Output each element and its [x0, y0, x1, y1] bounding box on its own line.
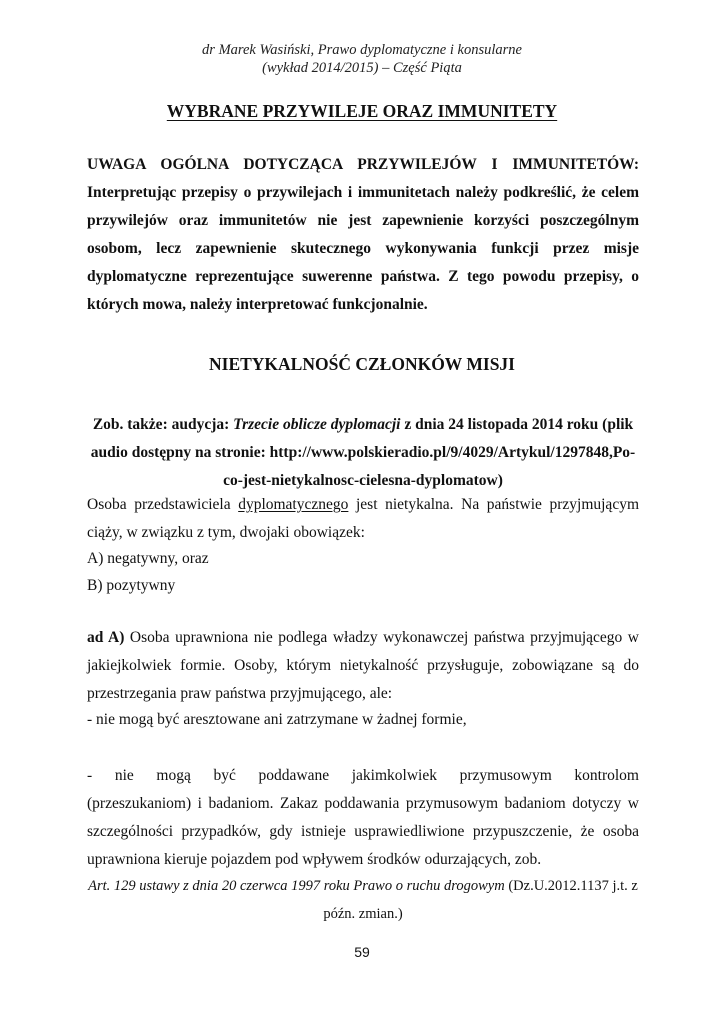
inviolability-text-start: Osoba przedstawiciela	[87, 496, 239, 513]
section-title-inviolability: NIETYKALNOŚĆ CZŁONKÓW MISJI	[209, 354, 515, 374]
broadcast-title: Trzecie oblicze dyplomacji	[233, 416, 401, 433]
ad-a-text: Osoba uprawniona nie podlega władzy wykonawczej państwa przyjmującego w jakiejkolwiek formie. Osoby, którym nietykalność przysługuje, zobowiązane są do przestrzegania praw państwa przyjmującego, ale:	[87, 629, 639, 702]
legal-reference	[87, 872, 639, 928]
header-lecture-info: (wykład 2014/2015) – Część Piąta	[262, 60, 462, 76]
legal-reference-journal: (Dz.U.2012.1137 j.t. z późn. zmian.)	[323, 878, 638, 922]
inviolability-paragraph	[87, 491, 639, 547]
bullet-word: być	[213, 767, 236, 784]
bullet-word: nie	[114, 767, 134, 784]
list-item-negative: A) negatywny, oraz	[87, 550, 209, 567]
bullet-word: przymusowym	[459, 767, 552, 784]
header-author-title: dr Marek Wasiński, Prawo dyplomatyczne i konsularne	[202, 42, 522, 58]
legal-reference-act: Art. 129 ustawy z dnia 20 czerwca 1997 roku Prawo o ruchu drogowym	[88, 878, 505, 894]
bullet-word: jakimkolwiek	[351, 767, 437, 784]
bullet-word: -	[87, 767, 93, 784]
see-also-prefix: Zob. także: audycja:	[92, 416, 234, 433]
see-also-note	[87, 411, 639, 495]
bullet-word: poddawane	[258, 767, 330, 784]
bullet-no-searches	[87, 762, 639, 874]
ad-a-label: ad A)	[87, 629, 125, 646]
page-number: 59	[354, 944, 370, 960]
list-item-positive: B) pozytywny	[87, 577, 176, 594]
bullet-no-arrest: - nie mogą być aresztowane ani zatrzymane w żadnej formie,	[87, 711, 467, 728]
section-title-privileges: WYBRANE PRZYWILEJE ORAZ IMMUNITETY	[166, 101, 558, 121]
general-remark-paragraph: UWAGA OGÓLNA DOTYCZĄCA PRZYWILEJÓW I IMMUNITETÓW: Interpretując przepisy o przywilejach i immunitetach należy podkreślić, że celem przywilejów oraz immunitetów nie jest zapewnienie korzyści poszczególnym osobom, lecz zapewnienie skutecznego wykonywania funkcji przez misje dyplomatyczne reprezentujące suwerenne państwa. Z tego powodu przepisy, o których mowa, należy interpretować funkcjonalnie.	[87, 156, 639, 313]
diplomatic-link[interactable]: dyplomatycznego	[238, 496, 349, 513]
bullet-word: mogą	[156, 767, 191, 784]
bullet-word: kontrolom	[574, 767, 639, 784]
bullet-continuation: (przeszukaniom) i badaniom. Zakaz poddawania przymusowym badaniom dotyczy w szczególności przypadków, gdy istnieje usprawiedliwione przypuszczenie, że osoba uprawniona kieruje pojazdem pod wpływem środków odurzających, zob.	[87, 795, 639, 868]
inviolability-text-end: jest nietykalna. Na państwie przyjmującym ciąży, w związku z tym, dwojaki obowiązek:	[87, 496, 640, 541]
bullet-first-line	[87, 762, 639, 790]
see-also-source: z dnia 24 listopada 2014 roku (plik audio dostępny na stronie: http://www.polskieradio.pl/9/4029/Artykul/1297848,Po-co-jest-nietykalnosc-cielesna-dyplomatow)	[90, 416, 636, 489]
running-header	[0, 41, 724, 77]
ad-a-paragraph	[87, 624, 639, 708]
